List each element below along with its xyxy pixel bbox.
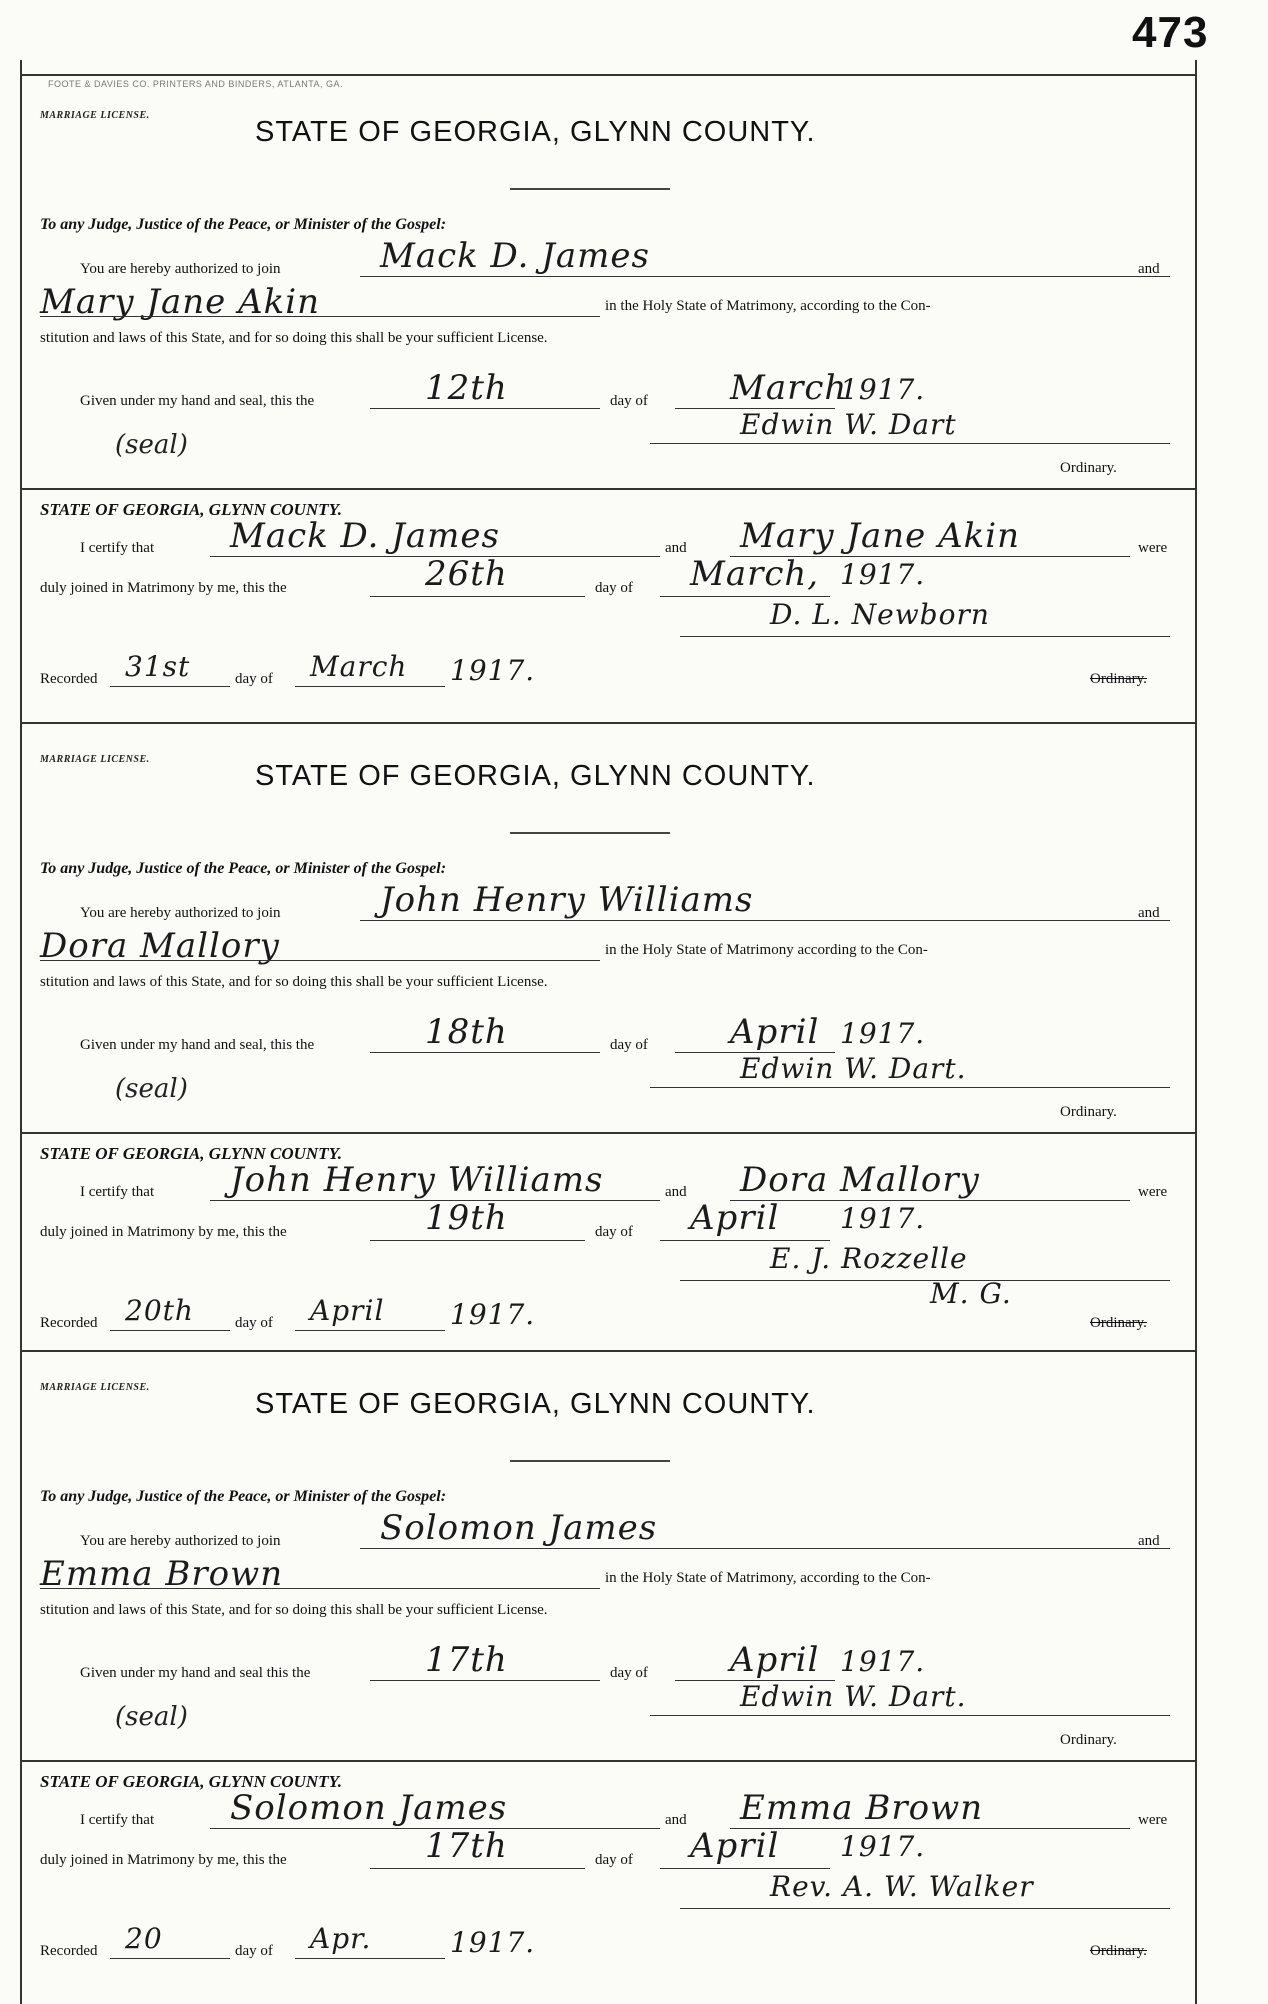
joined-month: April [690, 1826, 780, 1866]
officiant-signature: D. L. Newborn [770, 598, 990, 631]
officiant-signature: E. J. Rozzelle [770, 1242, 968, 1275]
cert-bride-name: Dora Mallory [740, 1160, 980, 1200]
license-title: STATE OF GEORGIA, GLYNN COUNTY. [255, 760, 816, 792]
authorized-text: You are hereby authorized to join [80, 261, 281, 277]
given-year: 1917. [840, 1645, 926, 1678]
given-year: 1917. [840, 1017, 926, 1050]
joined-day-of: day of [595, 1852, 633, 1868]
joined-month: March, [690, 554, 820, 594]
holy-state-text: in the Holy State of Matrimony according to the Con- [605, 942, 928, 958]
given-day: 12th [425, 368, 508, 408]
officiant-title: M. G. [930, 1277, 1012, 1310]
cert-and-text: and [665, 1184, 687, 1200]
groom-fill-line [360, 920, 1170, 921]
joined-day-of: day of [595, 580, 633, 596]
given-month: April [730, 1012, 820, 1052]
holy-state-text: in the Holy State of Matrimony, according to the Con- [605, 298, 931, 314]
recorded-year: 1917. [450, 1926, 536, 1959]
seal-mark: (seal) [115, 1702, 188, 1732]
recorded-month: April [310, 1294, 385, 1327]
license-title: STATE OF GEORGIA, GLYNN COUNTY. [255, 1388, 816, 1420]
ordinary-signature: Edwin W. Dart [740, 408, 957, 441]
officiant-line [680, 1908, 1170, 1909]
joined-day: 19th [425, 1198, 508, 1238]
joined-day: 17th [425, 1826, 508, 1866]
cert-groom-name: John Henry Williams [230, 1160, 604, 1200]
were-text: were [1138, 540, 1168, 556]
section-divider [20, 1760, 1195, 1762]
ordinary-label: Ordinary. [1060, 460, 1117, 476]
section-divider [20, 1132, 1195, 1134]
groom-name: Solomon James [380, 1508, 658, 1548]
cert-groom-name: Solomon James [230, 1788, 508, 1828]
day-of-text: day of [610, 1665, 648, 1681]
given-text: Given under my hand and seal this the [80, 1665, 311, 1681]
given-year: 1917. [840, 373, 926, 406]
constitution-text: stitution and laws of this State, and for so doing this shall be your sufficient License. [40, 974, 548, 990]
recorded-day-of: day of [235, 1943, 273, 1959]
marriage-license-record [40, 1360, 1175, 1960]
recorded-month: Apr. [310, 1922, 372, 1955]
right-margin-line [1195, 60, 1197, 2004]
given-text: Given under my hand and seal, this the [80, 393, 315, 409]
ordinary-label: Ordinary. [1060, 1104, 1117, 1120]
cert-bride-fill [730, 1828, 1130, 1829]
marriage-license-record [40, 88, 1175, 688]
title-underline [510, 1460, 670, 1462]
bride-fill-line [40, 316, 600, 317]
groom-fill-line [360, 276, 1170, 277]
joined-day-of: day of [595, 1224, 633, 1240]
joined-text: duly joined in Matrimony by me, this the [40, 580, 287, 596]
authorized-text: You are hereby authorized to join [80, 1533, 281, 1549]
recorded-label: Recorded [40, 1943, 98, 1959]
certify-text: I certify that [80, 540, 155, 556]
given-month: April [730, 1640, 820, 1680]
license-address: To any Judge, Justice of the Peace, or Minister of the Gospel: [40, 216, 447, 233]
recorded-day-fill [110, 1958, 230, 1959]
ordinary-struck: Ordinary. [1090, 1943, 1147, 1959]
joined-day-fill [370, 1240, 585, 1241]
joined-year: 1917. [840, 1830, 926, 1863]
certify-text: I certify that [80, 1184, 155, 1200]
bride-name: Mary Jane Akin [40, 282, 321, 322]
joined-year: 1917. [840, 558, 926, 591]
bride-name: Emma Brown [40, 1554, 284, 1594]
joined-day-fill [370, 596, 585, 597]
seal-mark: (seal) [115, 430, 188, 460]
joined-month-fill [660, 1868, 830, 1869]
joined-text: duly joined in Matrimony by me, this the [40, 1852, 287, 1868]
were-text: were [1138, 1184, 1168, 1200]
certificate-title: STATE OF GEORGIA, GLYNN COUNTY. [40, 1144, 342, 1163]
and-text: and [1138, 905, 1160, 921]
officiant-line [680, 1280, 1170, 1281]
left-margin-line [20, 60, 22, 2004]
seal-mark: (seal) [115, 1074, 188, 1104]
recorded-month-fill [295, 1958, 445, 1959]
cert-bride-name: Emma Brown [740, 1788, 984, 1828]
license-label: MARRIAGE LICENSE. [40, 1382, 150, 1393]
cert-bride-fill [730, 1200, 1130, 1201]
license-address: To any Judge, Justice of the Peace, or Minister of the Gospel: [40, 860, 447, 877]
groom-fill-line [360, 1548, 1170, 1549]
license-title: STATE OF GEORGIA, GLYNN COUNTY. [255, 116, 816, 148]
recorded-label: Recorded [40, 671, 98, 687]
license-label: MARRIAGE LICENSE. [40, 110, 150, 121]
were-text: were [1138, 1812, 1168, 1828]
ordinary-signature: Edwin W. Dart. [740, 1052, 967, 1085]
ordinary-sig-line [650, 443, 1170, 444]
ordinary-sig-line [650, 1715, 1170, 1716]
officiant-line [680, 636, 1170, 637]
cert-and-text: and [665, 1812, 687, 1828]
holy-state-text: in the Holy State of Matrimony, according to the Con- [605, 1570, 931, 1586]
recorded-day: 31st [125, 650, 191, 683]
bride-fill-line [40, 960, 600, 961]
record-divider [20, 1350, 1195, 1352]
given-day-fill [370, 1680, 600, 1681]
ordinary-struck: Ordinary. [1090, 671, 1147, 687]
recorded-day: 20 [125, 1922, 163, 1955]
given-day: 17th [425, 1640, 508, 1680]
joined-month-fill [660, 596, 830, 597]
day-of-text: day of [610, 1037, 648, 1053]
constitution-text: stitution and laws of this State, and for so doing this shall be your sufficient License. [40, 1602, 548, 1618]
bride-name: Dora Mallory [40, 926, 280, 966]
recorded-day: 20th [125, 1294, 194, 1327]
recorded-label: Recorded [40, 1315, 98, 1331]
joined-month-fill [660, 1240, 830, 1241]
title-underline [510, 188, 670, 190]
recorded-month: March [310, 650, 408, 683]
ordinary-label: Ordinary. [1060, 1732, 1117, 1748]
recorded-year: 1917. [450, 654, 536, 687]
record-divider [20, 722, 1195, 724]
cert-groom-name: Mack D. James [230, 516, 500, 556]
recorded-day-of: day of [235, 671, 273, 687]
bride-fill-line [40, 1588, 600, 1589]
joined-month: April [690, 1198, 780, 1238]
recorded-month-fill [295, 1330, 445, 1331]
certify-text: I certify that [80, 1812, 155, 1828]
ordinary-struck: Ordinary. [1090, 1315, 1147, 1331]
ordinary-sig-line [650, 1087, 1170, 1088]
ordinary-signature: Edwin W. Dart. [740, 1680, 967, 1713]
recorded-day-of: day of [235, 1315, 273, 1331]
certificate-title: STATE OF GEORGIA, GLYNN COUNTY. [40, 500, 342, 519]
officiant-signature: Rev. A. W. Walker [770, 1870, 1034, 1903]
marriage-license-record [40, 732, 1175, 1332]
page-number: 473 [1132, 8, 1209, 57]
constitution-text: stitution and laws of this State, and for so doing this shall be your sufficient License. [40, 330, 548, 346]
title-underline [510, 832, 670, 834]
recorded-month-fill [295, 686, 445, 687]
given-month: March [730, 368, 848, 408]
authorized-text: You are hereby authorized to join [80, 905, 281, 921]
given-day-fill [370, 1052, 600, 1053]
day-of-text: day of [610, 393, 648, 409]
and-text: and [1138, 261, 1160, 277]
and-text: and [1138, 1533, 1160, 1549]
given-day: 18th [425, 1012, 508, 1052]
groom-name: John Henry Williams [380, 880, 754, 920]
recorded-day-fill [110, 1330, 230, 1331]
joined-year: 1917. [840, 1202, 926, 1235]
groom-name: Mack D. James [380, 236, 650, 276]
recorded-year: 1917. [450, 1298, 536, 1331]
given-text: Given under my hand and seal, this the [80, 1037, 315, 1053]
top-rule [20, 74, 1195, 76]
joined-day: 26th [425, 554, 508, 594]
cert-bride-name: Mary Jane Akin [740, 516, 1021, 556]
joined-text: duly joined in Matrimony by me, this the [40, 1224, 287, 1240]
license-address: To any Judge, Justice of the Peace, or Minister of the Gospel: [40, 1488, 447, 1505]
given-day-fill [370, 408, 600, 409]
printer-imprint: FOOTE & DAVIES CO. PRINTERS AND BINDERS, ATLANTA, GA. [48, 79, 344, 89]
section-divider [20, 488, 1195, 490]
license-label: MARRIAGE LICENSE. [40, 754, 150, 765]
joined-day-fill [370, 1868, 585, 1869]
recorded-day-fill [110, 686, 230, 687]
cert-and-text: and [665, 540, 687, 556]
certificate-title: STATE OF GEORGIA, GLYNN COUNTY. [40, 1772, 342, 1791]
